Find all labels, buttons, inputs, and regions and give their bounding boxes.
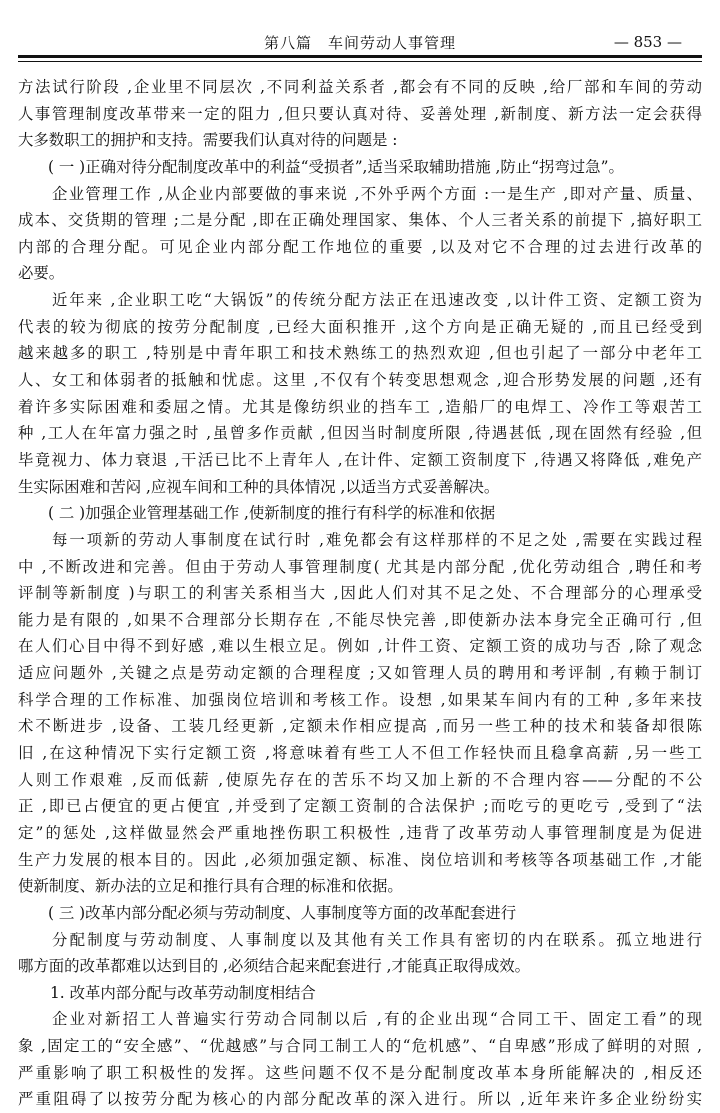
text-line: 内部的合理分配。可见企业内部分配工作地位的重要 ,以及对它不合理的过去进行改革的 bbox=[18, 237, 702, 256]
text-line: 越来越多的职工 ,特别是中青年职工和技术熟练工的热烈欢迎 ,但也引起了一部分中老年工 bbox=[18, 344, 702, 363]
text-line: 人事管理制度改革带来一定的阻力 ,但只要认真对待、妥善处理 ,新制度、新方法一定会获得 bbox=[18, 104, 702, 123]
text-line: 严重影响了职工积极性的发挥。这些问题不仅不是分配制度改革本身所能解决的 ,相反还 bbox=[18, 1063, 702, 1082]
header-rule-thin bbox=[18, 61, 702, 62]
chapter-title: 第八篇 车间劳动人事管理 bbox=[263, 34, 456, 52]
text-line: 分配制度与劳动制度、人事制度以及其他有关工作具有密切的内在联系。孤立地进行 bbox=[52, 930, 702, 949]
text-line: 成本、交货期的管理 ;二是分配 ,即在正确处理国家、集体、个人三者关系的前提下 ,搞好职工 bbox=[18, 211, 702, 230]
text-line: 近年来 ,企业职工吃“大锅饭”的传统分配方法正在迅速改变 ,以计件工资、定额工资为 bbox=[52, 291, 702, 310]
text-line: 企业对新招工人普遍实行劳动合同制以后 ,有的企业出现“合同工干、固定工看”的现 bbox=[52, 1010, 702, 1029]
text-line: 人则工作艰难 ,反而低薪 ,使原先存在的苦乐不均又加上新的不合理内容——分配的不公 bbox=[18, 770, 702, 789]
text-line: 科学合理的工作标准、加强岗位培训和考核工作。设想 ,如果某车间内有的工种 ,多年来技 bbox=[18, 690, 702, 709]
section-heading: ( 二 )加强企业管理基础工作 ,使新制度的推行有科学的标准和依据 bbox=[48, 504, 496, 523]
text-line: 方法试行阶段 ,企业里不同层次 ,不同利益关系者 ,都会有不同的反映 ,给厂部和车间的劳动 bbox=[18, 78, 702, 96]
text-line: 企业管理工作 ,从企业内部要做的事来说 ,不外乎两个方面 :一是生产 ,即对产量、质量、 bbox=[52, 184, 702, 203]
text-line: 人、女工和体弱者的抵触和忧虑。这里 ,不仅有个转变思想观念 ,迎合形势发展的问题 ,还有 bbox=[18, 371, 702, 390]
text-line: 评制等新制度 )与职工的利害关系相当大 ,因此人们对其不足之处、不合理部分的心理承受 bbox=[18, 584, 702, 603]
page-header bbox=[18, 30, 702, 54]
text-line: 正 ,即已占便宜的更占便宜 ,并受到了定额工资制的合法保护 ;而吃亏的更吃亏 ,受到了“法 bbox=[18, 797, 702, 816]
body-text bbox=[18, 74, 702, 1113]
text-line: 大多数职工的拥护和支持。需要我们认真对待的问题是 : bbox=[18, 131, 398, 150]
text-line: 使新制度、新办法的立足和推行具有合理的标准和依据。 bbox=[18, 877, 403, 896]
section-heading: ( 三 )改革内部分配必须与劳动制度、人事制度等方面的改革配套进行 bbox=[48, 903, 517, 922]
text-line: 生产力发展的根本目的。因此 ,必须加强定额、标准、岗位培训和考核等各项基础工作 ,才能 bbox=[18, 850, 702, 869]
text-line: 适应问题外 ,关键之点是劳动定额的合理程度 ;又如管理人员的聘用和考评制 ,有赖于制订 bbox=[18, 664, 702, 683]
text-line: 代表的较为彻底的按劳分配制度 ,已经大面积推开 ,这个方向是正确无疑的 ,而且已经受到 bbox=[18, 317, 702, 336]
page-number: — 853 — bbox=[613, 33, 682, 51]
text-line: 毕竟视力、体力衰退 ,干活已比不上青年人 ,在计件、定额工资制度下 ,待遇又将降低 ,难免产 bbox=[18, 450, 702, 469]
text-line: 定”的惩处 ,这样做显然会严重地挫伤职工积极性 ,违背了改革劳动人事管理制度是为促进 bbox=[18, 823, 702, 842]
text-line: 严重阻碍了以按劳分配为核心的内部分配改革的深入进行。所以 ,近年来许多企业纷纷实 bbox=[18, 1090, 702, 1109]
header-rule-thick bbox=[18, 55, 702, 58]
text-line: 哪方面的改革都难以达到目的 ,必须结合起来配套进行 ,才能真正取得成效。 bbox=[18, 957, 531, 976]
text-line: 必要。 bbox=[18, 264, 65, 283]
subsection-heading: 1. 改革内部分配与改革劳动制度相结合 bbox=[50, 983, 316, 1002]
text-line: 种 ,工人在年富力强之时 ,虽曾多作贡献 ,但因当时制度所限 ,待遇甚低 ,现在固然有经验 ,但 bbox=[18, 424, 702, 443]
text-line: 象 ,固定工的“安全感”、“优越感”与合同工制工人的“危机感”、“自卑感”形成了鲜明的对照 , bbox=[18, 1037, 702, 1056]
text-line: 能力是有限的 ,如果不合理部分长期存在 ,不能尽快完善 ,即使新办法本身完全正确可行 ,但 bbox=[18, 610, 702, 629]
section-heading: ( 一 )正确对待分配制度改革中的利益“受损者”,适当采取辅助措施 ,防止“拐弯过急”。 bbox=[48, 157, 624, 176]
text-line: 旧 ,在这种情况下实行定额工资 ,将意味着有些工人不但工作轻快而且稳拿高薪 ,另一些工 bbox=[18, 744, 702, 763]
text-line: 生实际困难和苦闷 ,应视车间和工种的具体情况 ,以适当方式妥善解决。 bbox=[18, 477, 500, 496]
text-line: 中 ,不断改进和完善。但由于劳动人事管理制度( 尤其是内部分配 ,优化劳动组合 ,聘任和考 bbox=[18, 557, 702, 576]
text-line: 术不断进步 ,设备、工装几经更新 ,定额未作相应提高 ,而另一些工种的技术和装备却很陈 bbox=[18, 717, 702, 736]
text-line: 着许多实际困难和委屈之情。尤其是像纺织业的挡车工 ,造船厂的电焊工、冷作工等艰苦工 bbox=[18, 397, 702, 416]
text-line: 每一项新的劳动人事制度在试行时 ,难免都会有这样那样的不足之处 ,需要在实践过程 bbox=[52, 530, 702, 549]
text-line: 在人们心目中得不到好感 ,难以生根立足。例如 ,计件工资、定额工资的成功与否 ,除了观念 bbox=[18, 637, 702, 656]
